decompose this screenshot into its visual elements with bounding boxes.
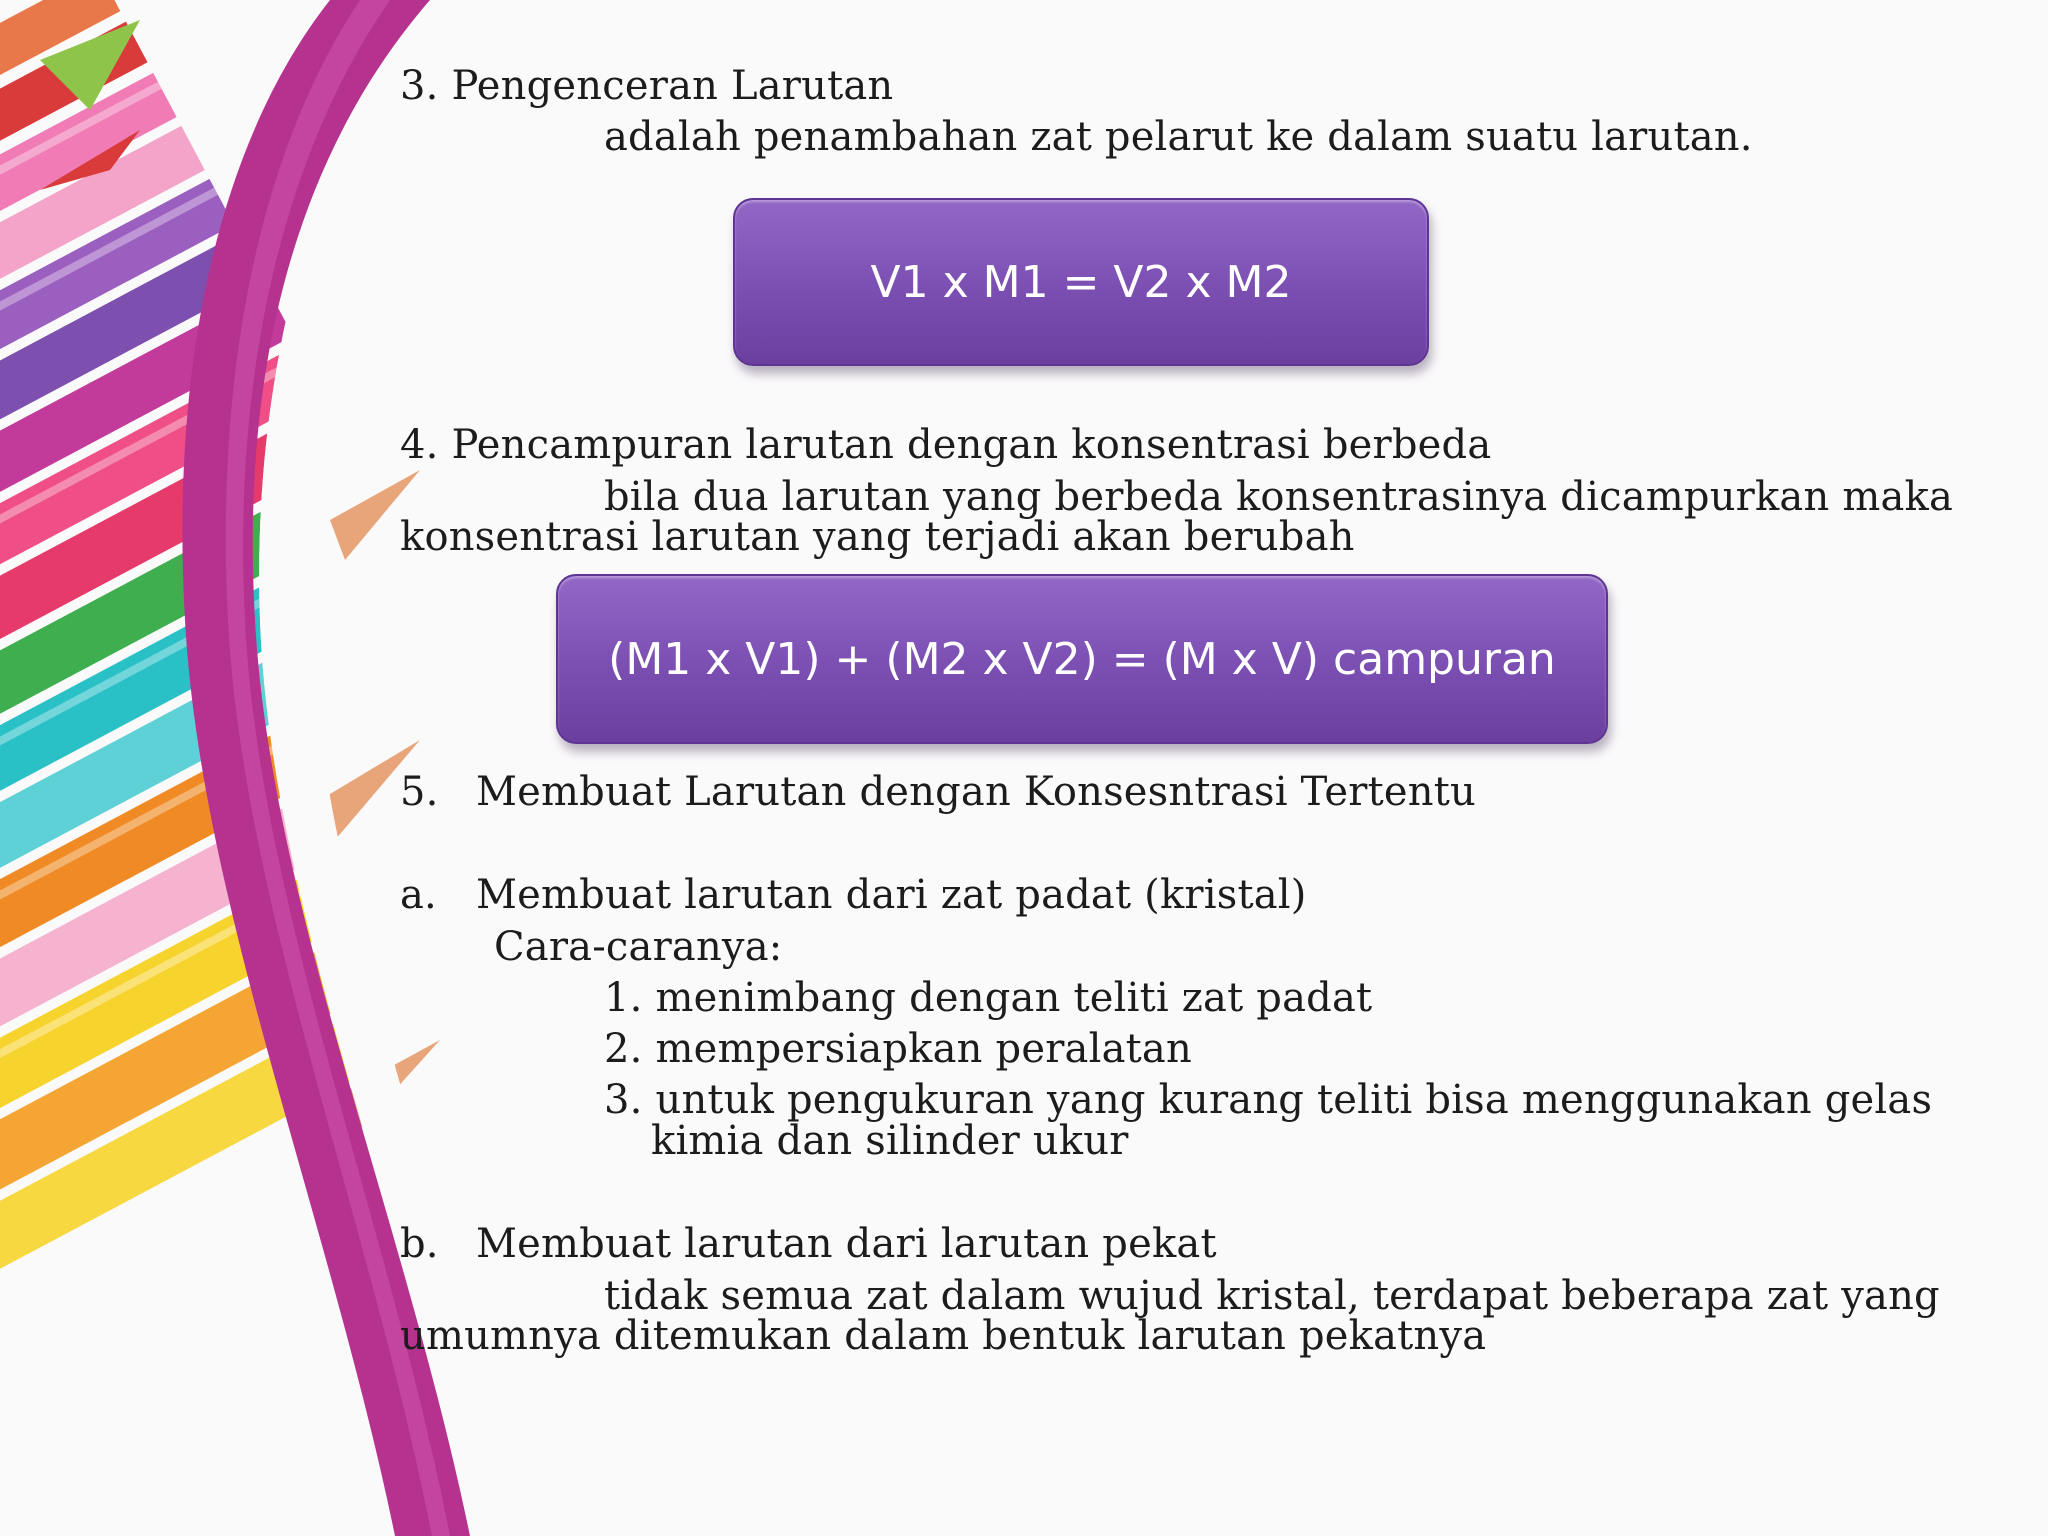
part-b-description-line2: umumnya ditemukan dalam bentuk larutan pekatnya — [400, 1313, 1487, 1359]
part-a-step-3-continuation: kimia dan silinder ukur — [651, 1118, 1129, 1164]
section-4-description-line1: bila dua larutan yang berbeda konsentrasinya dicampurkan maka — [604, 474, 1953, 520]
part-b-letter: b. — [400, 1221, 439, 1267]
part-a-step-2: 2. mempersiapkan peralatan — [604, 1026, 1192, 1072]
formula-mixing-box — [556, 574, 1608, 744]
part-a-step-1: 1. menimbang dengan teliti zat padat — [604, 975, 1373, 1021]
part-a-step-3: 3. untuk pengukuran yang kurang teliti bisa menggunakan gelas — [604, 1077, 1933, 1123]
part-a-subheading: Cara-caranya: — [494, 924, 783, 970]
formula-dilution-box — [733, 198, 1429, 366]
part-b-description-line1: tidak semua zat dalam wujud kristal, terdapat beberapa zat yang — [604, 1273, 1940, 1319]
formula-dilution-text: V1 x M1 = V2 x M2 — [870, 256, 1292, 308]
section-4-heading: 4. Pencampuran larutan dengan konsentrasi berbeda — [400, 422, 1492, 468]
section-3-heading: 3. Pengenceran Larutan — [400, 63, 894, 109]
part-a-heading: Membuat larutan dari zat padat (kristal) — [476, 872, 1307, 918]
part-a-letter: a. — [400, 872, 437, 918]
part-b-heading: Membuat larutan dari larutan pekat — [476, 1221, 1217, 1267]
section-3-description: adalah penambahan zat pelarut ke dalam suatu larutan. — [604, 114, 1753, 160]
formula-mixing-text: (M1 x V1) + (M2 x V2) = (M x V) campuran — [608, 633, 1556, 685]
section-5-number: 5. — [400, 769, 439, 815]
section-5-heading: Membuat Larutan dengan Konsesntrasi Tertentu — [476, 769, 1476, 815]
section-4-description-line2: konsentrasi larutan yang terjadi akan berubah — [400, 514, 1355, 560]
